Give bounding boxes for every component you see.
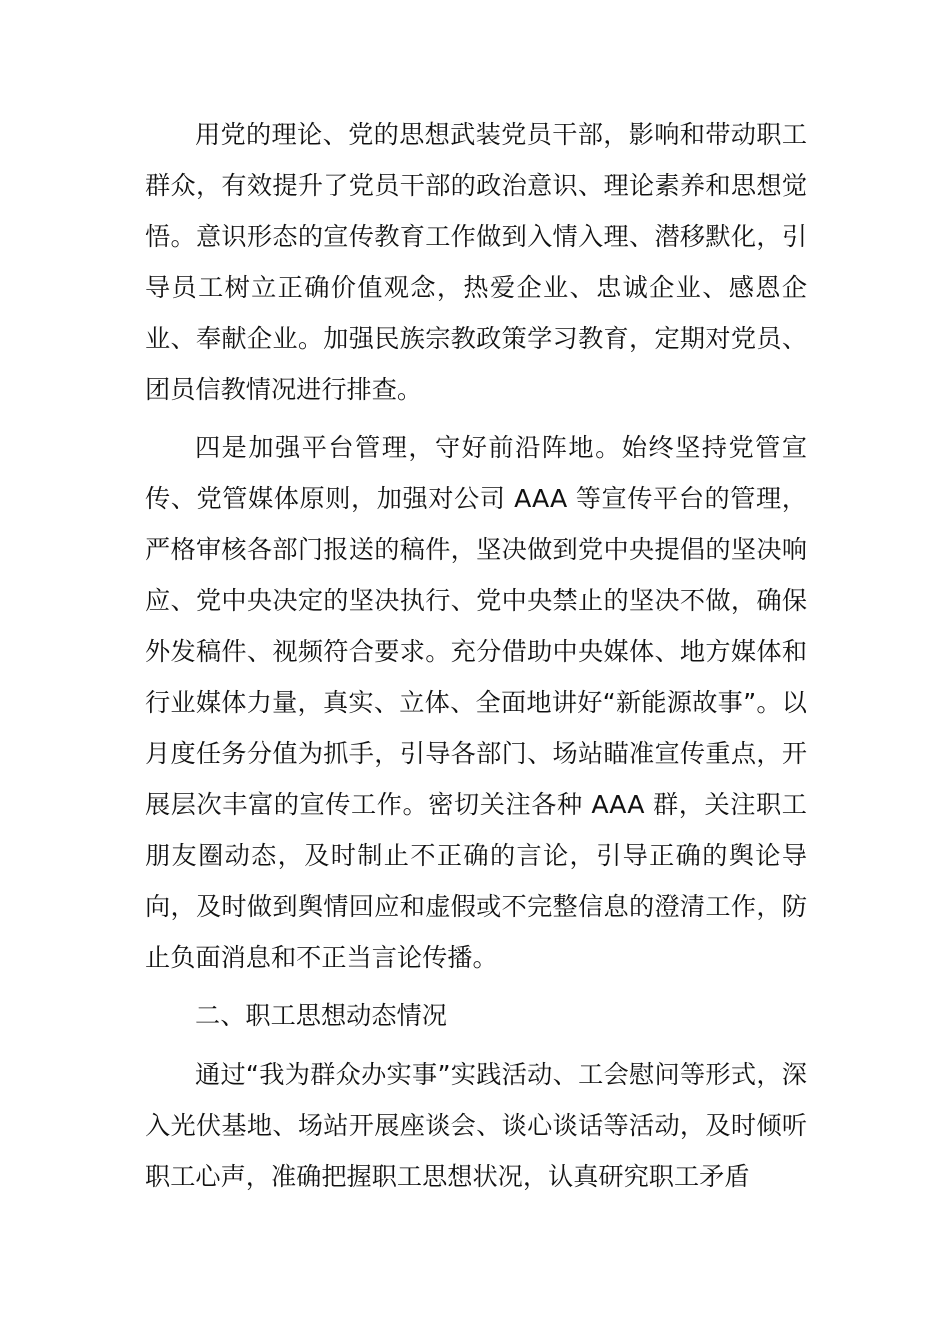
paragraph-platform-management: 四是加强平台管理，守好前沿阵地。始终坚持党管宣传、党管媒体原则，加强对公司 AAA 等宣传平台的管理，严格审核各部门报送的稿件，坚决做到党中央提倡的坚决响应、党中央决定的坚决执行、党中央禁止的坚决不做，确保外发稿件、视频符合要求。充分借助中央媒体、地方媒体和行业媒体力量，真实、立体、全面地讲好“新能源故事”。以月度任务分值为抓手，引导各部门、场站瞄准宣传重点，开展层次丰富的宣传工作。密切关注各种 AAA 群，关注职工朋友圈动态，及时制止不正确的言论，引导正确的舆论导向，及时做到舆情回应和虚假或不完整信息的澄清工作，防止负面消息和不正当言论传播。 bbox=[145, 433, 807, 972]
document-body bbox=[145, 110, 807, 1203]
section-heading: 二、职工思想动态情况 bbox=[195, 1001, 447, 1031]
paragraph-ideology-education: 用党的理论、党的思想武装党员干部，影响和带动职工群众，有效提升了党员干部的政治意识、理论素养和思想觉悟。意识形态的宣传教育工作做到入情入理、潜移默化，引导员工树立正确价值观念，热爱企业、忠诚企业、感恩企业、奉献企业。加强民族宗教政策学习教育，定期对党员、团员信教情况进行排查。 bbox=[145, 120, 807, 404]
paragraph-employee-thoughts: 通过“我为群众办实事”实践活动、工会慰问等形式，深入光伏基地、场站开展座谈会、谈心谈话等活动，及时倾听职工心声，准确把握职工思想状况，认真研究职工矛盾 bbox=[145, 1060, 807, 1192]
